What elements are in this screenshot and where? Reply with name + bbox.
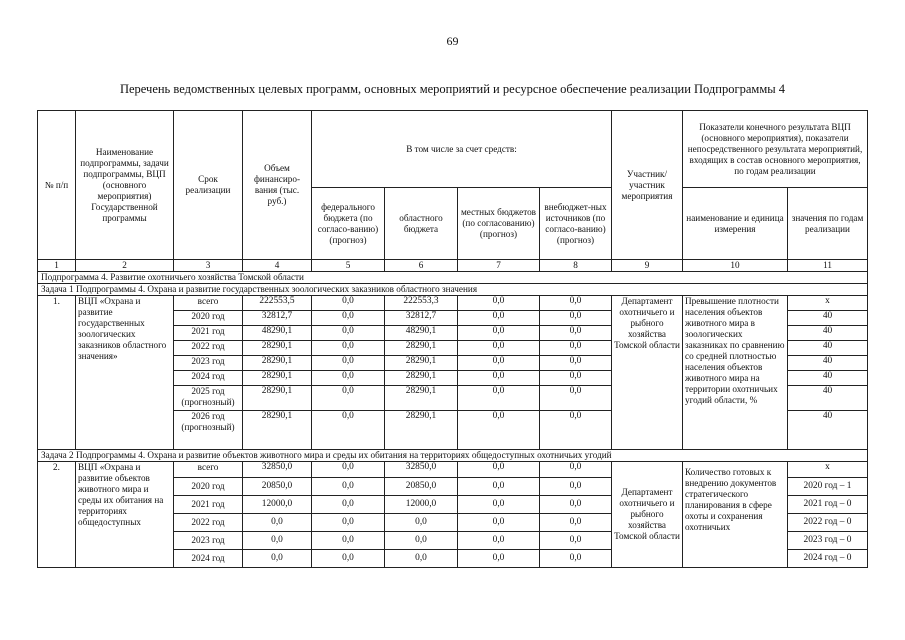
extra-cell: 0,0: [540, 371, 612, 386]
regional-cell: 48290,1: [385, 326, 458, 341]
period-cell: 2025 год (прогнозный): [174, 386, 243, 411]
value-cell: 2021 год – 0: [788, 496, 868, 514]
header-indicators: Показатели конечного результата ВЦП (основного мероприятия), показатели непосредственного результата мероприятий, входящих в состав основного мероприятия, по годам реализации: [683, 111, 868, 188]
value-cell: 40: [788, 371, 868, 386]
value-cell: 40: [788, 386, 868, 411]
volume-cell: 28290,1: [243, 356, 312, 371]
regional-cell: 28290,1: [385, 371, 458, 386]
col-number: 7: [458, 260, 540, 272]
federal-cell: 0,0: [312, 296, 385, 311]
value-cell: 40: [788, 356, 868, 371]
task1-title: Задача 1 Подпрограммы 4. Охрана и развитие государственных зоологических заказников областного значения: [38, 284, 868, 296]
col-number: 1: [38, 260, 76, 272]
regional-cell: 28290,1: [385, 356, 458, 371]
col-number: 10: [683, 260, 788, 272]
page-title: Перечень ведомственных целевых программ, основных мероприятий и ресурсное обеспечение реализации Подпрограммы 4: [119, 82, 786, 96]
task1-participant: Департамент охотничьего и рыбного хозяйства Томской области: [612, 296, 683, 450]
volume-cell: 28290,1: [243, 386, 312, 411]
federal-cell: 0,0: [312, 411, 385, 450]
volume-cell: 20850,0: [243, 478, 312, 496]
period-cell: всего: [174, 462, 243, 478]
regional-cell: 28290,1: [385, 386, 458, 411]
header-federal: федерального бюджета (по согласо-ванию) (прогноз): [312, 188, 385, 260]
period-cell: 2022 год: [174, 514, 243, 532]
header-ind-values: значения по годам реализации: [788, 188, 868, 260]
task2-participant: Департамент охотничьего и рыбного хозяйства Томской области: [612, 462, 683, 568]
extra-cell: 0,0: [540, 462, 612, 478]
volume-cell: 0,0: [243, 532, 312, 550]
period-cell: 2024 год: [174, 371, 243, 386]
extra-cell: 0,0: [540, 341, 612, 356]
task2-num: 2.: [38, 462, 76, 568]
volume-cell: 48290,1: [243, 326, 312, 341]
local-cell: 0,0: [458, 341, 540, 356]
extra-cell: 0,0: [540, 326, 612, 341]
task1-name: ВЦП «Охрана и развитие государственных зоологических заказников областного значения»: [76, 296, 174, 450]
task2-indicator: Количество готовых к внедрению документов стратегического планирования в сфере охоты и сохранения охотничьих: [683, 462, 788, 568]
local-cell: 0,0: [458, 411, 540, 450]
value-cell: 40: [788, 341, 868, 356]
federal-cell: 0,0: [312, 550, 385, 568]
task1-num: 1.: [38, 296, 76, 450]
volume-cell: 222553,5: [243, 296, 312, 311]
value-cell: 2024 год – 0: [788, 550, 868, 568]
regional-cell: 12000,0: [385, 496, 458, 514]
period-cell: 2026 год (прогнозный): [174, 411, 243, 450]
regional-cell: 32850,0: [385, 462, 458, 478]
volume-cell: 28290,1: [243, 371, 312, 386]
volume-cell: 32850,0: [243, 462, 312, 478]
federal-cell: 0,0: [312, 478, 385, 496]
federal-cell: 0,0: [312, 496, 385, 514]
regional-cell: 28290,1: [385, 341, 458, 356]
volume-cell: 32812,7: [243, 311, 312, 326]
col-number: 9: [612, 260, 683, 272]
federal-cell: 0,0: [312, 341, 385, 356]
header-volume: Объем финансиро-вания (тыс. руб.): [243, 111, 312, 260]
extra-cell: 0,0: [540, 550, 612, 568]
value-cell: 2020 год – 1: [788, 478, 868, 496]
local-cell: 0,0: [458, 532, 540, 550]
extra-cell: 0,0: [540, 514, 612, 532]
period-cell: 2020 год: [174, 478, 243, 496]
value-cell: x: [788, 462, 868, 478]
regional-cell: 222553,3: [385, 296, 458, 311]
task1-indicator: Превышение плотности населения объектов животного мира в зоологических заказниках по сравнению со средней плотностью населения объектов животного мира на территории охотничьих угодий области, %: [683, 296, 788, 450]
local-cell: 0,0: [458, 296, 540, 311]
regional-cell: 32812,7: [385, 311, 458, 326]
volume-cell: 28290,1: [243, 411, 312, 450]
local-cell: 0,0: [458, 311, 540, 326]
value-cell: 2022 год – 0: [788, 514, 868, 532]
col-number: 4: [243, 260, 312, 272]
period-cell: 2021 год: [174, 326, 243, 341]
period-cell: 2020 год: [174, 311, 243, 326]
local-cell: 0,0: [458, 514, 540, 532]
local-cell: 0,0: [458, 326, 540, 341]
header-sources: В том числе за счет средств:: [312, 111, 612, 188]
volume-cell: 28290,1: [243, 341, 312, 356]
volume-cell: 12000,0: [243, 496, 312, 514]
column-numbers-row: [38, 260, 868, 272]
regional-cell: 20850,0: [385, 478, 458, 496]
federal-cell: 0,0: [312, 514, 385, 532]
regional-cell: 0,0: [385, 532, 458, 550]
col-number: 6: [385, 260, 458, 272]
header-num: № п/п: [38, 111, 76, 260]
col-number: 5: [312, 260, 385, 272]
local-cell: 0,0: [458, 550, 540, 568]
col-number: 2: [76, 260, 174, 272]
federal-cell: 0,0: [312, 356, 385, 371]
value-cell: 2023 год – 0: [788, 532, 868, 550]
header-period: Срок реализации: [174, 111, 243, 260]
value-cell: 40: [788, 411, 868, 450]
regional-cell: 0,0: [385, 514, 458, 532]
period-cell: 2022 год: [174, 341, 243, 356]
federal-cell: 0,0: [312, 311, 385, 326]
federal-cell: 0,0: [312, 462, 385, 478]
local-cell: 0,0: [458, 356, 540, 371]
subprogram-title: Подпрограмма 4. Развитие охотничьего хозяйства Томской области: [38, 272, 868, 284]
extra-cell: 0,0: [540, 411, 612, 450]
local-cell: 0,0: [458, 371, 540, 386]
period-cell: 2023 год: [174, 356, 243, 371]
local-cell: 0,0: [458, 462, 540, 478]
period-cell: 2024 год: [174, 550, 243, 568]
local-cell: 0,0: [458, 386, 540, 411]
extra-cell: 0,0: [540, 478, 612, 496]
volume-cell: 0,0: [243, 514, 312, 532]
col-number: 3: [174, 260, 243, 272]
extra-cell: 0,0: [540, 532, 612, 550]
extra-cell: 0,0: [540, 311, 612, 326]
local-cell: 0,0: [458, 478, 540, 496]
federal-cell: 0,0: [312, 386, 385, 411]
regional-cell: 0,0: [385, 550, 458, 568]
period-cell: всего: [174, 296, 243, 311]
period-cell: 2023 год: [174, 532, 243, 550]
task2-name: ВЦП «Охрана и развитие объектов животного мира и среды их обитания на территориях общедоступных: [76, 462, 174, 568]
value-cell: 40: [788, 326, 868, 341]
federal-cell: 0,0: [312, 371, 385, 386]
header-participant: Участник/ участник мероприятия: [612, 111, 683, 260]
regional-cell: 28290,1: [385, 411, 458, 450]
federal-cell: 0,0: [312, 326, 385, 341]
col-number: 11: [788, 260, 868, 272]
extra-cell: 0,0: [540, 386, 612, 411]
header-ind-name: наименование и единица измерения: [683, 188, 788, 260]
task2-title: Задача 2 Подпрограммы 4. Охрана и развитие объектов животного мира и среды их обитания на территориях общедоступных охотничьих угодий: [38, 450, 868, 462]
extra-cell: 0,0: [540, 296, 612, 311]
page-number: 69: [446, 34, 459, 48]
program-table: [37, 110, 868, 568]
col-number: 8: [540, 260, 612, 272]
value-cell: x: [788, 296, 868, 311]
extra-cell: 0,0: [540, 496, 612, 514]
header-name: Наименование подпрограммы, задачи подпрограммы, ВЦП (основного мероприятия) Государственной программы: [76, 111, 174, 260]
header-local: местных бюджетов (по согласованию) (прогноз): [458, 188, 540, 260]
period-cell: 2021 год: [174, 496, 243, 514]
local-cell: 0,0: [458, 496, 540, 514]
header-regional: областного бюджета: [385, 188, 458, 260]
header-extra: внебюджет-ных источников (по согласо-ванию) (прогноз): [540, 188, 612, 260]
extra-cell: 0,0: [540, 356, 612, 371]
federal-cell: 0,0: [312, 532, 385, 550]
volume-cell: 0,0: [243, 550, 312, 568]
value-cell: 40: [788, 311, 868, 326]
